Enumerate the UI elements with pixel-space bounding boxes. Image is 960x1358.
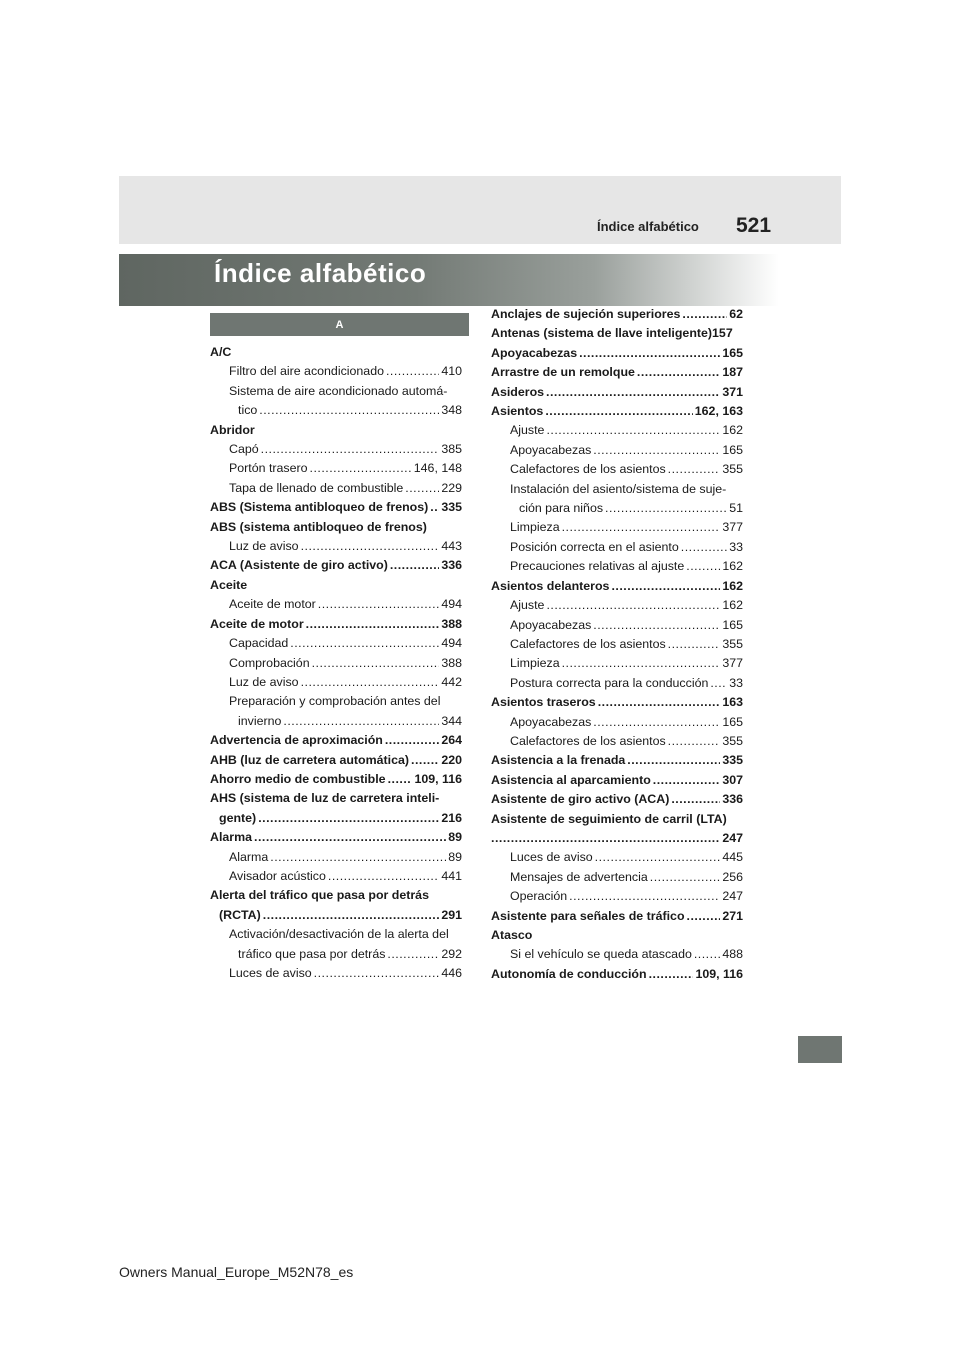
entry-label: Asistente para señales de tráfico	[491, 908, 685, 923]
entry-page-ref: 162	[722, 578, 743, 593]
index-entry	[491, 654, 743, 673]
page-number: 521	[736, 214, 772, 237]
entry-page-ref: 494	[441, 636, 462, 651]
index-entry	[210, 401, 462, 420]
entry-label: Luces de aviso	[510, 850, 593, 865]
index-entry	[491, 616, 743, 635]
entry-page-ref: 336	[441, 558, 462, 573]
index-entry	[491, 635, 743, 654]
entry-label: Luz de aviso	[229, 674, 299, 689]
dot-leader	[270, 848, 446, 867]
section-letter: A	[335, 318, 344, 331]
running-title: Índice alfabético	[597, 219, 699, 234]
index-entry	[210, 440, 462, 459]
dot-leader	[627, 751, 720, 770]
entry-page-ref: 292	[441, 946, 462, 961]
entry-label: Apoyacabezas	[510, 714, 592, 729]
index-line: Atasco	[491, 928, 533, 942]
index-entry	[210, 556, 462, 575]
index-entry	[210, 459, 462, 478]
index-entry	[491, 693, 743, 712]
index-entry	[491, 538, 743, 557]
index-entry	[491, 829, 743, 848]
entry-page-ref: 165	[722, 617, 743, 632]
entry-label: Capó	[229, 442, 259, 457]
entry-page-ref: 162	[722, 423, 743, 438]
index-line: AHS (sistema de luz de carretera inteli-	[210, 791, 440, 806]
entry-label: Aceite de motor	[229, 597, 316, 612]
entry-page-ref: 146, 148	[413, 461, 462, 476]
dot-leader	[314, 964, 440, 983]
entry-label: Luces de aviso	[229, 966, 312, 980]
header-band	[119, 176, 841, 244]
dot-leader	[593, 713, 720, 732]
section-letter-bar	[210, 313, 469, 336]
entry-label: Calefactores de los asientos	[510, 733, 666, 748]
index-entry	[210, 479, 462, 498]
entry-page-ref: 89	[448, 849, 462, 864]
entry-page-ref: 377	[722, 520, 743, 535]
entry-page-ref: 165	[722, 345, 743, 360]
entry-page-ref: 33	[729, 675, 743, 690]
index-entry	[491, 596, 743, 615]
index-entry	[210, 537, 462, 556]
index-entry	[210, 906, 462, 925]
entry-label: ción para niños	[519, 501, 604, 516]
dot-leader	[318, 595, 440, 614]
entry-page-ref: 229	[441, 480, 462, 495]
index-entry	[210, 712, 462, 731]
entry-page-ref: 264	[441, 733, 462, 748]
index-entry	[491, 713, 743, 732]
entry-label: Asientos traseros	[491, 695, 596, 710]
dot-leader	[682, 305, 727, 324]
dot-leader	[668, 635, 721, 654]
index-entry	[491, 577, 743, 596]
entry-label: Alarma	[210, 830, 253, 845]
index-entry	[210, 595, 462, 614]
entry-page-ref: 355	[722, 636, 743, 651]
entry-page-ref: 385	[441, 442, 462, 457]
entry-label: Capacidad	[229, 636, 289, 651]
entry-page-ref: 441	[441, 868, 462, 883]
dot-leader	[390, 556, 439, 575]
index-entry	[491, 771, 743, 790]
entry-label: Avisador acústico	[229, 868, 326, 883]
index-line: Antenas (sistema de llave inteligente)157	[491, 326, 733, 341]
entry-page-ref: 271	[722, 908, 743, 923]
index-entry	[491, 499, 743, 518]
entry-page-ref: 109, 116	[414, 771, 462, 786]
entry-page-ref: 388	[441, 655, 462, 670]
index-entry	[210, 634, 462, 653]
dot-leader	[710, 674, 727, 693]
dot-leader	[283, 712, 439, 731]
entry-label: gente)	[219, 810, 257, 825]
entry-label: Aceite de motor	[210, 616, 304, 631]
index-line: Instalación del asiento/sistema de suje-	[510, 481, 727, 496]
entry-label: invierno	[238, 713, 282, 728]
index-entry	[491, 421, 743, 440]
index-line: Alerta del tráfico que pasa por detrás	[210, 888, 429, 903]
dot-leader	[649, 965, 694, 984]
index-entry	[491, 383, 743, 402]
entry-label: Postura correcta para la conducción	[510, 675, 709, 690]
dot-leader	[301, 537, 440, 556]
index-entry	[491, 557, 743, 576]
dot-leader	[546, 383, 720, 402]
entry-page-ref: 335	[722, 753, 743, 768]
dot-leader	[668, 732, 721, 751]
entry-label: tráfico que pasa por detrás	[238, 946, 386, 961]
index-column-right	[491, 305, 743, 984]
dot-leader	[598, 693, 721, 712]
entry-page-ref: 109, 116	[695, 966, 743, 981]
dot-leader	[671, 790, 720, 809]
index-entry	[210, 828, 462, 847]
entry-page-ref: 162	[722, 598, 743, 613]
index-line: Preparación y comprobación antes del	[229, 694, 441, 709]
index-entry	[210, 673, 462, 692]
index-line: Activación/desactivación de la alerta del	[229, 927, 449, 942]
index-entry	[491, 751, 743, 770]
entry-page-ref: 410	[441, 364, 462, 379]
index-entry	[210, 867, 462, 886]
dot-leader	[254, 828, 446, 847]
index-entry	[491, 965, 743, 984]
index-entry	[491, 848, 743, 867]
index-entry	[210, 731, 462, 750]
dot-leader	[386, 362, 439, 381]
entry-label: Si el vehículo se queda atascado	[510, 947, 692, 962]
dot-leader	[593, 441, 720, 460]
entry-label: (RCTA)	[219, 907, 261, 922]
dot-leader	[290, 634, 439, 653]
entry-page-ref: 247	[722, 889, 743, 904]
entry-label: ABS (Sistema antibloqueo de frenos)	[210, 500, 429, 515]
dot-leader	[385, 731, 439, 750]
entry-page-ref: 494	[441, 597, 462, 612]
dot-leader	[411, 751, 439, 770]
entry-page-ref: 355	[722, 733, 743, 748]
dot-leader	[312, 654, 440, 673]
entry-label: Ahorro medio de combustible	[210, 771, 386, 786]
dot-leader	[611, 577, 720, 596]
dot-leader	[310, 459, 412, 478]
entry-page-ref: 445	[722, 850, 743, 865]
index-entry	[210, 809, 462, 828]
dot-leader	[328, 867, 439, 886]
entry-page-ref: 388	[441, 616, 462, 631]
dot-leader	[681, 538, 727, 557]
entry-page-ref: 355	[722, 462, 743, 477]
entry-page-ref: 162	[722, 559, 743, 574]
entry-label: Mensajes de advertencia	[510, 869, 648, 884]
entry-page-ref: 442	[441, 674, 462, 689]
index-entry	[210, 498, 462, 517]
index-line: ABS (sistema antibloqueo de frenos)	[210, 519, 427, 534]
dot-leader	[595, 848, 721, 867]
index-entry	[491, 907, 743, 926]
index-entry	[491, 460, 743, 479]
dot-leader	[694, 945, 720, 964]
entry-label: Asistencia al aparcamiento	[491, 772, 651, 787]
dot-leader	[637, 363, 720, 382]
entry-label: Asideros	[491, 384, 545, 399]
footer-doc-id: Owners Manual_Europe_M52N78_es	[119, 1264, 354, 1280]
entry-label: Posición correcta en el asiento	[510, 539, 679, 554]
index-entry	[491, 790, 743, 809]
entry-label: Luz de aviso	[229, 539, 299, 554]
index-entry	[210, 770, 462, 789]
index-entry	[210, 751, 462, 770]
index-entry	[491, 402, 743, 421]
index-entry	[491, 887, 743, 906]
index-entry	[491, 441, 743, 460]
entry-label: Comprobación	[229, 655, 310, 670]
entry-label: Calefactores de los asientos	[510, 462, 666, 477]
entry-label: Ajuste	[510, 423, 545, 438]
dot-leader	[491, 829, 720, 848]
dot-leader	[405, 479, 439, 498]
index-entry	[210, 945, 462, 964]
entry-page-ref: 187	[722, 365, 743, 380]
entry-page-ref: 307	[722, 772, 743, 787]
dot-leader	[579, 344, 720, 363]
entry-page-ref: 220	[441, 752, 462, 767]
index-column-left	[210, 343, 462, 983]
dot-leader	[545, 402, 692, 421]
entry-page-ref: 33	[729, 539, 743, 554]
dot-leader	[686, 557, 720, 576]
side-thumb-tab	[798, 1036, 842, 1063]
index-entry	[491, 518, 743, 537]
dot-leader	[261, 440, 440, 459]
entry-label: AHB (luz de carretera automática)	[210, 752, 409, 767]
entry-page-ref: 446	[441, 966, 462, 980]
dot-leader	[562, 518, 721, 537]
dot-leader	[387, 945, 439, 964]
entry-page-ref: 336	[722, 792, 743, 807]
index-entry	[491, 305, 743, 324]
entry-label: Limpieza	[510, 520, 560, 535]
dot-leader	[562, 654, 721, 673]
entry-label: Tapa de llenado de combustible	[229, 480, 404, 495]
index-entry	[210, 964, 462, 983]
index-line: Abridor	[210, 422, 255, 437]
entry-page-ref: 443	[441, 539, 462, 554]
entry-page-ref: 335	[441, 500, 462, 515]
entry-label: Apoyacabezas	[510, 617, 592, 632]
dot-leader	[650, 868, 721, 887]
entry-page-ref: 165	[722, 442, 743, 457]
entry-page-ref: 348	[441, 403, 462, 418]
entry-label: Asientos delanteros	[491, 578, 610, 593]
entry-page-ref: 291	[441, 907, 462, 922]
index-line: A/C	[210, 345, 232, 359]
entry-label: Filtro del aire acondicionado	[229, 364, 384, 379]
entry-page-ref: 89	[448, 830, 462, 845]
dot-leader	[593, 616, 720, 635]
entry-label: Limpieza	[510, 656, 560, 671]
entry-page-ref: 162, 163	[694, 404, 743, 419]
dot-leader	[388, 770, 413, 789]
entry-page-ref: 216	[441, 810, 462, 825]
index-entry	[491, 344, 743, 363]
entry-page-ref: 62	[729, 307, 743, 321]
entry-label: ACA (Asistente de giro activo)	[210, 558, 388, 573]
entry-label: Alarma	[229, 849, 269, 864]
entry-page-ref: 377	[722, 656, 743, 671]
index-entry	[210, 848, 462, 867]
dot-leader	[430, 498, 439, 517]
entry-label: Ajuste	[510, 598, 545, 613]
index-line: Aceite	[210, 577, 248, 592]
entry-label: Precauciones relativas al ajuste	[510, 559, 685, 574]
entry-page-ref: 247	[722, 830, 743, 845]
index-entry	[210, 615, 462, 634]
index-line: Asistente de seguimiento de carril (LTA)	[491, 811, 727, 826]
index-entry	[491, 732, 743, 751]
entry-page-ref: 51	[729, 501, 743, 516]
entry-page-ref: 488	[722, 947, 743, 962]
dot-leader	[546, 596, 720, 615]
dot-leader	[668, 460, 721, 479]
dot-leader	[605, 499, 727, 518]
index-entry	[210, 654, 462, 673]
entry-label: Advertencia de aproximación	[210, 733, 383, 748]
dot-leader	[687, 907, 721, 926]
dot-leader	[546, 421, 720, 440]
entry-page-ref: 371	[722, 384, 743, 399]
dot-leader	[259, 401, 439, 420]
entry-label: Arrastre de un remolque	[491, 365, 635, 380]
entry-page-ref: 344	[441, 713, 462, 728]
entry-label: tico	[238, 403, 258, 418]
index-line: Sistema de aire acondicionado automá-	[229, 383, 448, 398]
entry-label: Asientos	[491, 404, 544, 419]
entry-label: Anclajes de sujeción superiores	[491, 307, 681, 321]
dot-leader	[569, 887, 720, 906]
entry-label: Calefactores de los asientos	[510, 636, 666, 651]
index-entry	[491, 674, 743, 693]
entry-label: Asistencia a la frenada	[491, 753, 626, 768]
dot-leader	[258, 809, 439, 828]
entry-label: Autonomía de conducción	[491, 966, 647, 981]
entry-page-ref: 256	[722, 869, 743, 884]
dot-leader	[653, 771, 721, 790]
dot-leader	[263, 906, 440, 925]
index-entry	[491, 363, 743, 382]
entry-page-ref: 163	[722, 695, 743, 710]
entry-label: Operación	[510, 889, 568, 904]
page-title: Índice alfabético	[214, 258, 427, 288]
dot-leader	[306, 615, 440, 634]
entry-label: Asistente de giro activo (ACA)	[491, 792, 670, 807]
dot-leader	[301, 673, 440, 692]
index-entry	[491, 945, 743, 964]
entry-label: Portón trasero	[229, 461, 308, 476]
entry-page-ref: 165	[722, 714, 743, 729]
entry-label: Apoyacabezas	[510, 442, 592, 457]
entry-label: Apoyacabezas	[491, 345, 578, 360]
index-entry	[491, 868, 743, 887]
index-entry	[210, 362, 462, 381]
